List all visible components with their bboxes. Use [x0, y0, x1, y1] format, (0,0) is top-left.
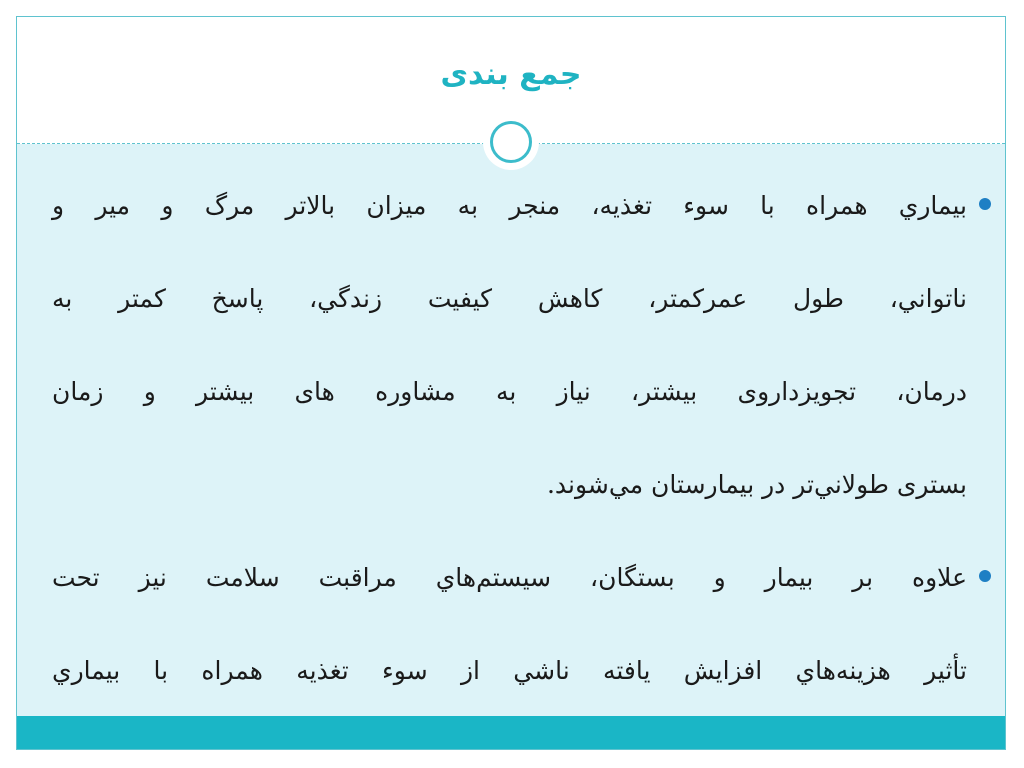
content-text [52, 176, 967, 734]
divider-circle-ornament [490, 121, 532, 163]
bullet-1-line-3: درمان، تجويزداروی بيشتر، نياز به مشاوره های بيشتر و زمان [52, 377, 967, 406]
bullet-1-line-4: بستری طولاني‌تر در بيمارستان مي‌شوند. [546, 470, 967, 499]
bullet-item-1 [52, 176, 967, 548]
bullet-1-line-1: بيماري همراه با سوء تغذيه، منجر به ميزان بالاتر مرگ و مير و [52, 191, 967, 220]
bullet-dot-icon [979, 570, 991, 582]
bullet-item-2 [52, 548, 967, 734]
bullet-2-line-2: تأثير هزينه‌هاي افزايش يافته ناشي از سوء تغذيه همراه با بيماري [52, 656, 967, 685]
bullet-2-line-1: علاوه بر بيمار و بستگان، سيستم‌هاي مراقبت سلامت نيز تحت [52, 563, 967, 592]
bullet-1-line-2: ناتواني، طول عمرکمتر، کاهش کيفيت زندگي، پاسخ کمتر به [52, 284, 967, 313]
slide-title: جمع بندی [440, 57, 582, 92]
bullet-dot-icon [979, 198, 991, 210]
